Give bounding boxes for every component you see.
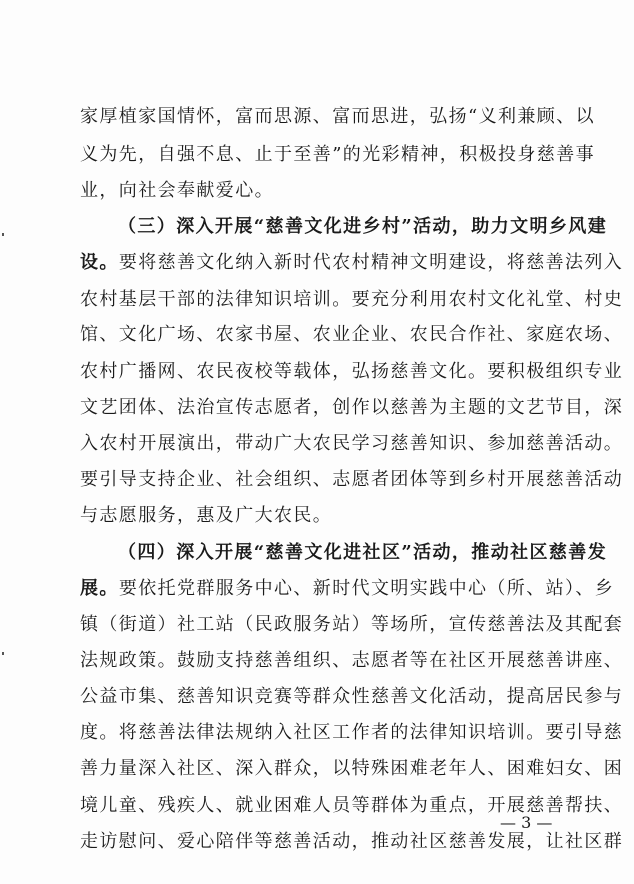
text-line: 农村广播网、农民夜校等载体，弘扬慈善文化。要积极组织专业 <box>80 361 624 382</box>
text-line: 展。要依托党群服务中心、新时代文明实践中心（所、站）、乡 <box>80 578 615 599</box>
text-line: 要引导支持企业、社会组织、志愿者团体等到乡村开展慈善活动 <box>80 469 624 490</box>
binding-mark <box>2 233 4 236</box>
text-line: 公益市集、慈善知识竞赛等群众性慈善文化活动，提高居民参与 <box>80 686 624 707</box>
binding-mark <box>2 652 4 655</box>
text-line: 与志愿服务，惠及广大农民。 <box>80 505 333 526</box>
page-number: — 3 — <box>500 813 553 832</box>
text-line: 入农村开展演出，带动广大农民学习慈善知识、参加慈善活动。 <box>80 433 624 454</box>
text-line: 农村基层干部的法律知识培训。要充分利用农村文化礼堂、村史 <box>80 289 624 310</box>
text-line: 法规政策。鼓励支持慈善组织、志愿者等在社区开展慈善讲座、 <box>80 650 624 671</box>
text-line: 业，向社会奉献爱心。 <box>80 180 274 201</box>
text-line: 镇（街道）社工站（民政服务站）等场所，宣传慈善法及其配套 <box>80 614 624 635</box>
text-line: 境儿童、残疾人、就业困难人员等群体为重点，开展慈善帮扶、 <box>80 795 624 816</box>
section-heading-four: （四）深入开展“慈善文化进社区”活动，推动社区慈善发 <box>118 542 608 563</box>
text-line: 设。要将慈善文化纳入新时代农村精神文明建设，将慈善法列入 <box>80 252 624 273</box>
text-line: 文艺团体、法治宣传志愿者，创作以慈善为主题的文艺节目，深 <box>80 397 624 418</box>
text-line: 家厚植家国情怀，富而思源、富而思进，弘扬“义利兼顾、以 <box>80 106 595 127</box>
text-line: 馆、文化广场、农家书屋、农业企业、农民合作社、家庭农场、 <box>80 324 624 345</box>
text-line: 善力量深入社区、深入群众，以特殊困难老年人、困难妇女、困 <box>80 758 624 779</box>
text-line: 度。将慈善法律法规纳入社区工作者的法律知识培训。要引导慈 <box>80 722 624 743</box>
text-line: 义为先，自强不息、止于至善”的光彩精神，积极投身慈善事 <box>80 144 595 165</box>
text-line: 走访慰问、爱心陪伴等慈善活动，推动社区慈善发展，让社区群 <box>80 831 624 852</box>
section-heading-three: （三）深入开展“慈善文化进乡村”活动，助力文明乡风建 <box>118 216 608 237</box>
